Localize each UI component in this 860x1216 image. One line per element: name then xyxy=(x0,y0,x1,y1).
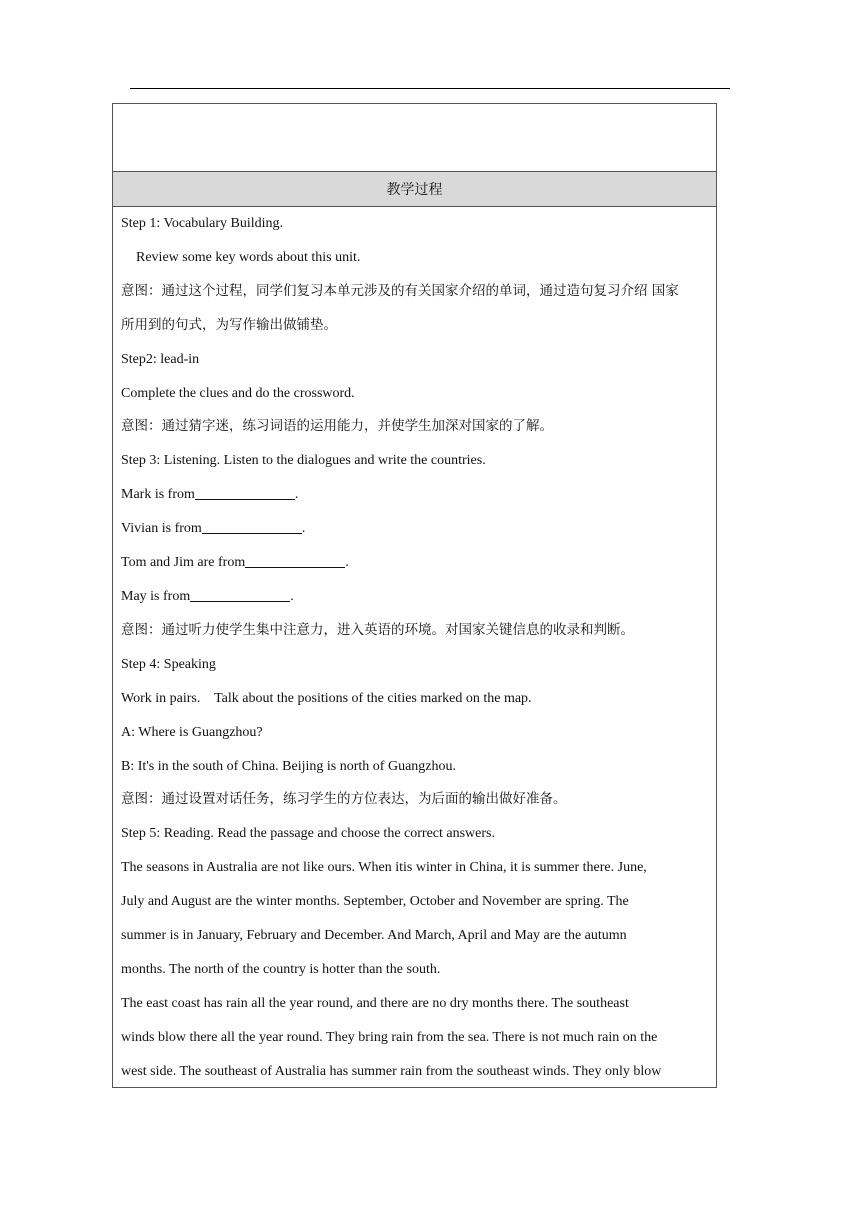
step3-question-4 xyxy=(121,580,708,614)
step4-dialogue-b: B: It's in the south of China. Beijing is north of Guangzhou. xyxy=(121,758,456,774)
passage-p1-line-4: months. The north of the country is hotter than the south. xyxy=(121,961,441,977)
step3-question-1 xyxy=(121,478,708,512)
step4-dialogue-a: A: Where is Guangzhou? xyxy=(121,724,263,740)
lesson-table xyxy=(112,103,717,1088)
step2-title: Step2: lead-in xyxy=(121,351,200,367)
step1-intent-b: 所用到的句式，为写作输出做铺垫。 xyxy=(121,316,337,333)
step4-intent: 意图：通过设置对话任务，练习学生的方位表达，为后面的输出做好准备。 xyxy=(121,791,567,808)
step1-title: Step 1: Vocabulary Building. xyxy=(121,216,284,231)
period: . xyxy=(301,521,306,537)
period: . xyxy=(345,555,349,571)
answer-blank xyxy=(195,485,295,500)
passage-p2-line-1: The east coast has rain all the year round, and there are no dry months there. The southeast xyxy=(121,995,629,1011)
passage-p1-line-2: July and August are the winter months. September, October and November are spring. The xyxy=(121,894,629,910)
question-text: Tom and Jim are from xyxy=(121,555,246,571)
question-text: Vivian is from xyxy=(121,521,202,537)
answer-blank xyxy=(202,519,302,534)
step5-title: Step 5: Reading. Read the passage and choose the correct answers. xyxy=(121,826,495,842)
answer-blank xyxy=(190,587,290,602)
header-rule xyxy=(130,88,730,89)
step3-intent: 意图：通过听力使学生集中注意力，进入英语的环境。对国家关键信息的收录和判断。 xyxy=(121,621,634,638)
step1-text: Review some key words about this unit. xyxy=(136,249,361,265)
passage-p1-line-1: The seasons in Australia are not like ours. When itis winter in China, it is summer there. June, xyxy=(121,860,647,876)
step3-title: Step 3: Listening. Listen to the dialogues and write the countries. xyxy=(121,453,486,469)
step2-text: Complete the clues and do the crossword. xyxy=(121,385,355,401)
passage-p1-line-3: summer is in January, February and December. And March, April and May are the autumn xyxy=(121,928,627,944)
step4-title: Step 4: Speaking xyxy=(121,656,216,672)
step2-intent: 意图：通过猜字迷，练习词语的运用能力，并使学生加深对国家的了解。 xyxy=(121,418,553,435)
question-text: Mark is from xyxy=(121,487,195,503)
content-cell xyxy=(113,207,716,1087)
blank-header-row xyxy=(113,104,716,172)
question-text: May is from xyxy=(121,588,191,604)
section-title: 教学过程 xyxy=(113,172,716,207)
step4-text: Work in pairs. Talk about the positions of the cities marked on the map. xyxy=(121,690,532,706)
step3-question-2 xyxy=(121,512,708,546)
passage-p2-line-2: winds blow there all the year round. They bring rain from the sea. There is not much rain on the xyxy=(121,1029,658,1045)
passage-p2-line-3: west side. The southeast of Australia has summer rain from the southeast winds. They only blow xyxy=(121,1063,662,1079)
period: . xyxy=(294,487,299,503)
step1-intent-a: 意图：通过这个过程，同学们复习本单元涉及的有关国家介绍的单词，通过造句复习介绍 国家 xyxy=(121,282,679,299)
period: . xyxy=(290,588,294,604)
answer-blank xyxy=(245,553,345,568)
step3-question-3 xyxy=(121,546,708,580)
